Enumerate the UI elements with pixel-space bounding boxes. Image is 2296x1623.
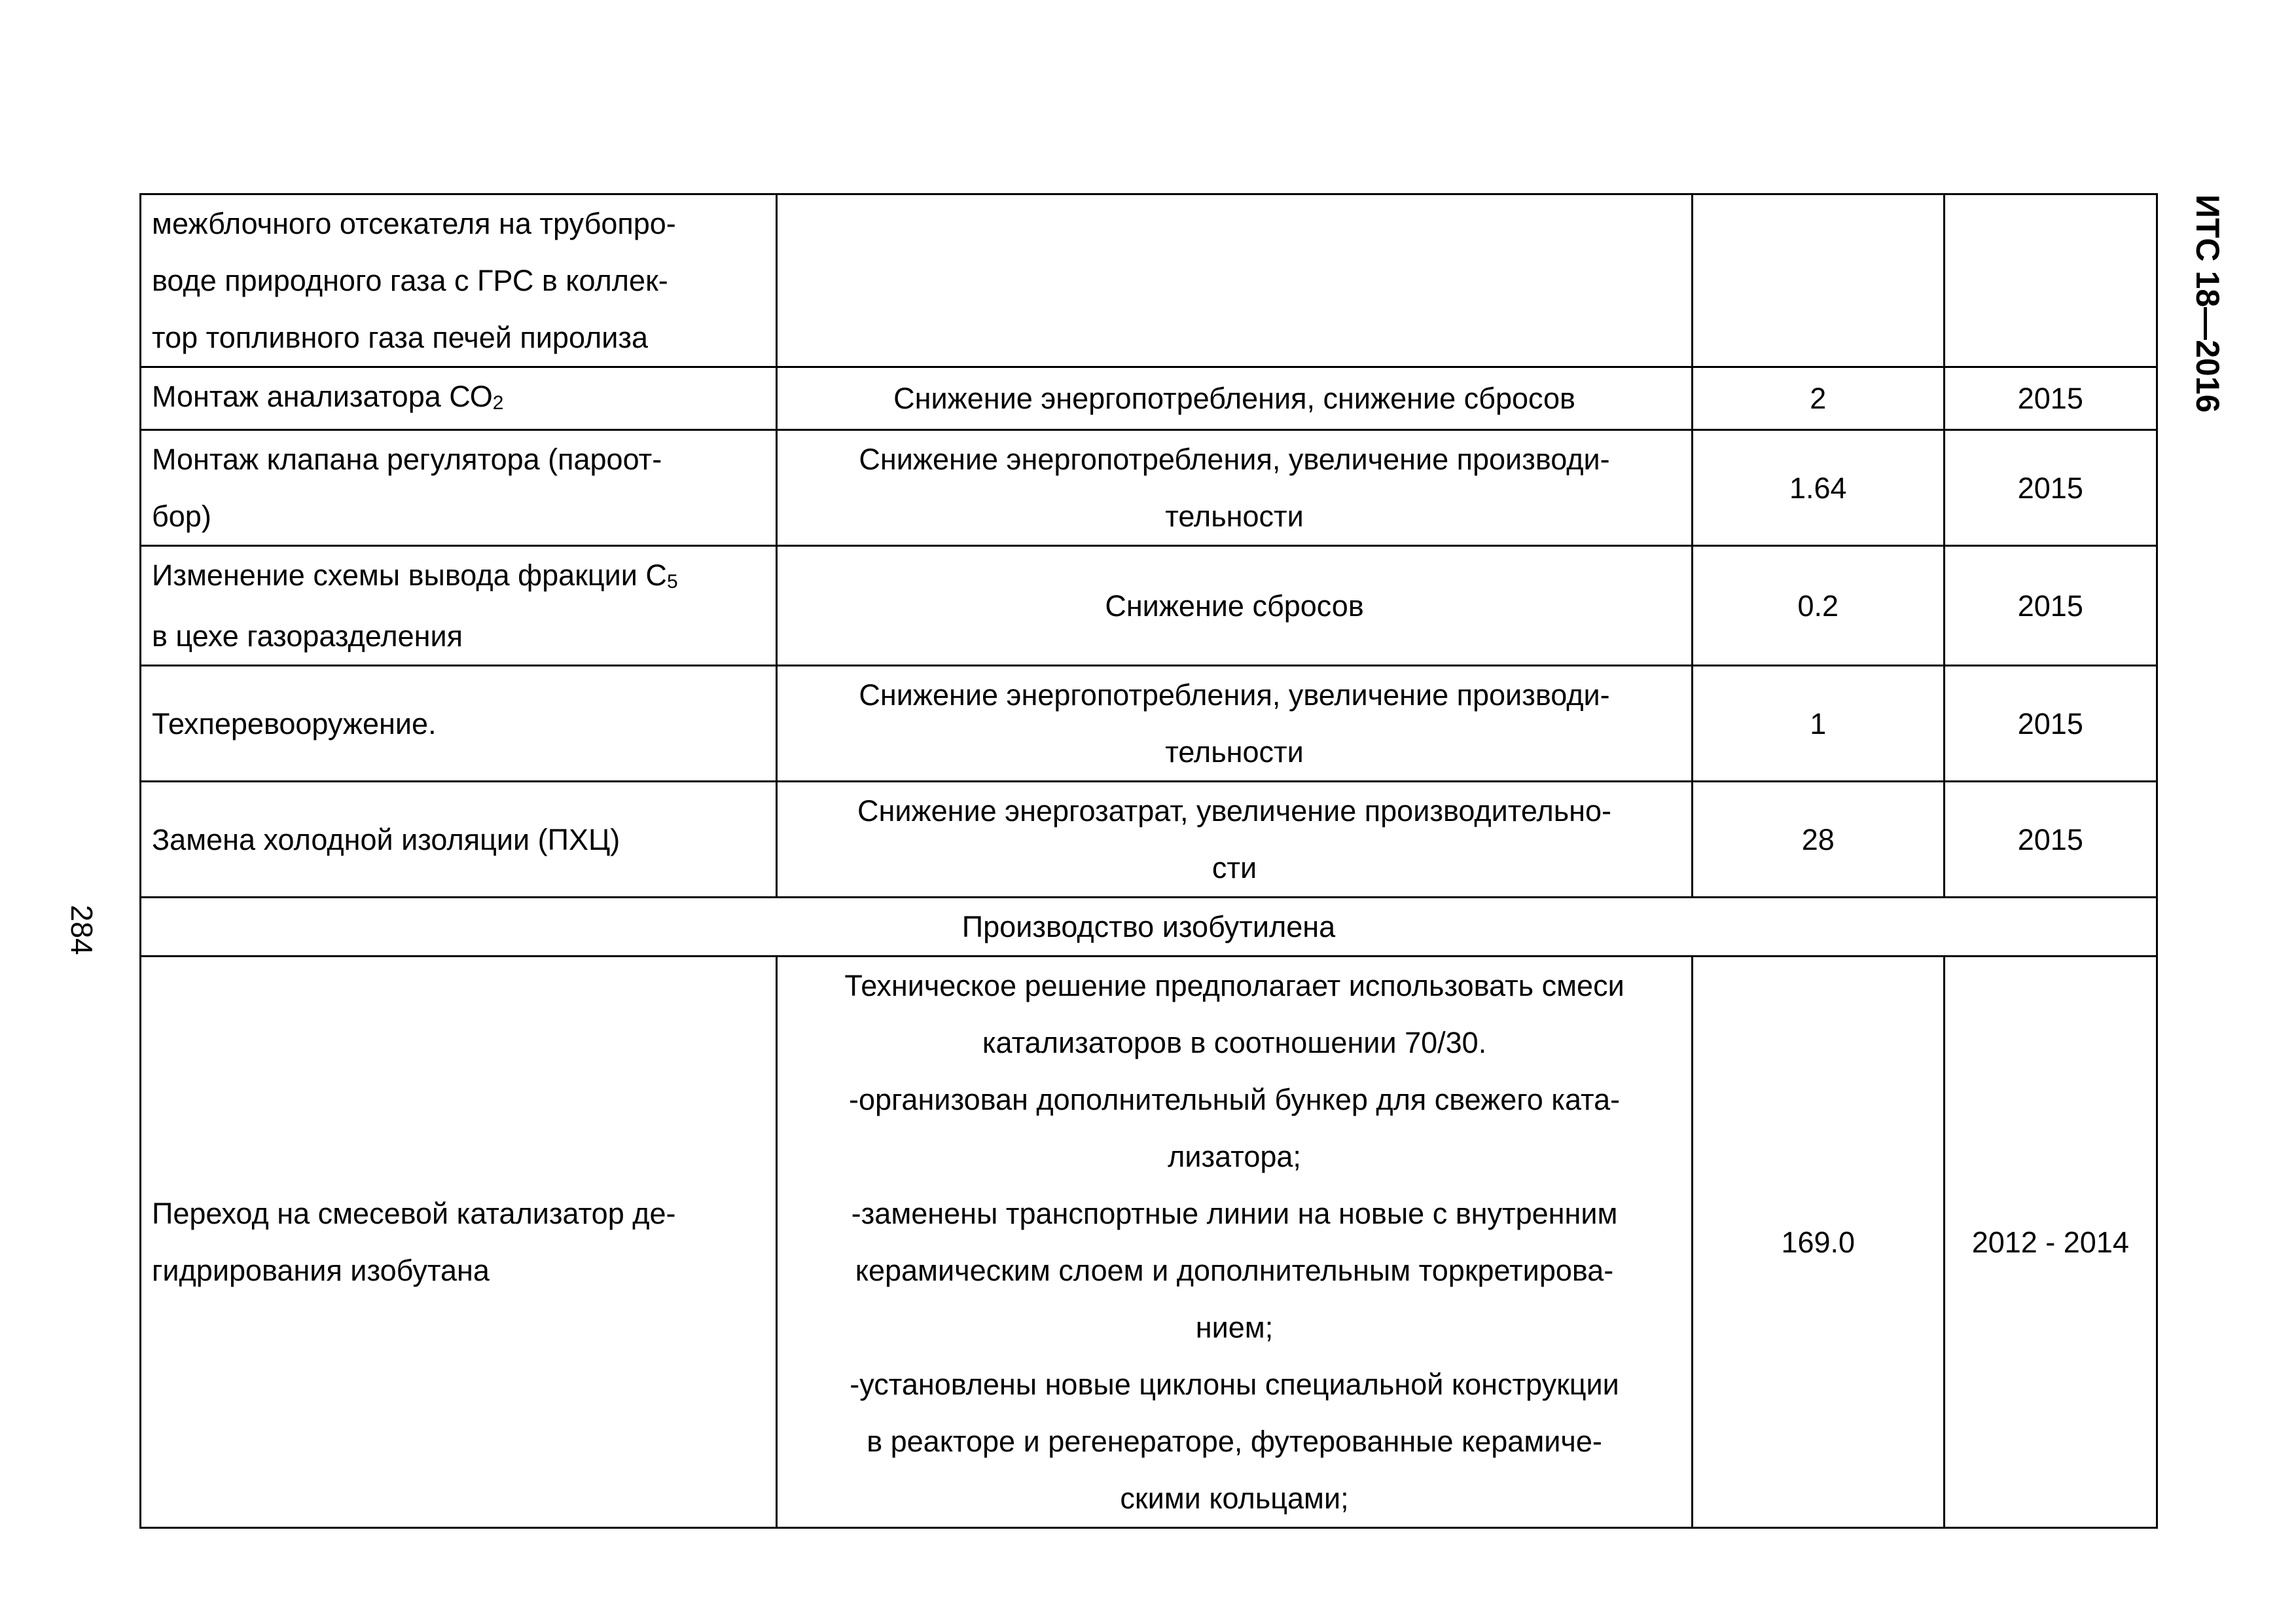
effect-line: скими кольцами; — [1120, 1482, 1349, 1515]
effect-line: Снижение энергопотребления, увеличение производи- — [859, 678, 1610, 712]
measure-text: Изменение схемы вывода фракции С — [152, 558, 667, 592]
value-cell: 1.64 — [1692, 430, 1944, 546]
table-row — [141, 430, 2157, 546]
measure-cell — [141, 430, 777, 546]
section-title: Производство изобутилена — [141, 898, 2157, 957]
page-number: 284 — [65, 905, 99, 955]
table-row — [141, 546, 2157, 666]
effect-line: сти — [1211, 851, 1257, 884]
measure-line: Монтаж клапана регулятора (пароот- — [152, 443, 662, 476]
effect-line: нием; — [1195, 1311, 1274, 1344]
measure-line — [152, 547, 765, 608]
effect-line: -организован дополнительный бункер для свежего ката- — [848, 1083, 1621, 1116]
value-cell: 2 — [1692, 367, 1944, 430]
effect-line: лизатора; — [1168, 1140, 1301, 1173]
effect-cell — [777, 430, 1693, 546]
effect-line: Снижение энергопотребления, увеличение производи- — [859, 443, 1610, 476]
table-row — [141, 367, 2157, 430]
year-cell: 2015 — [1944, 430, 2157, 546]
measure-cell: Техперевооружение. — [141, 666, 777, 782]
year-cell: 2015 — [1944, 782, 2157, 898]
effect-line: Техническое решение предполагает использовать смеси — [844, 969, 1624, 1002]
table-row — [141, 666, 2157, 782]
value-cell: 169.0 — [1692, 957, 1944, 1528]
effect-line: керамическим слоем и дополнительным торкретирова- — [855, 1254, 1614, 1287]
year-cell: 2012 - 2014 — [1944, 957, 2157, 1528]
effect-line: в реакторе и регенераторе, футерованные керамиче- — [867, 1425, 1602, 1458]
document-code-header: ИТС 18—2016 — [2189, 194, 2226, 413]
value-cell: 0.2 — [1692, 546, 1944, 666]
effect-cell: Снижение энергопотребления, снижение сбросов — [777, 367, 1693, 430]
year-cell: 2015 — [1944, 666, 2157, 782]
effect-line: тельности — [1165, 735, 1304, 769]
effect-cell — [777, 194, 1693, 367]
effect-line: тельности — [1165, 500, 1304, 533]
effect-line: -установлены новые циклоны специальной конструкции — [850, 1368, 1619, 1401]
measure-subscript: 2 — [492, 392, 504, 414]
measure-line: гидрирования изобутана — [152, 1254, 490, 1287]
effect-line: катализаторов в соотношении 70/30. — [982, 1026, 1487, 1059]
section-row — [141, 898, 2157, 957]
value-cell: 28 — [1692, 782, 1944, 898]
measure-cell: Замена холодной изоляции (ПХЦ) — [141, 782, 777, 898]
measure-line: в цехе газоразделения — [152, 619, 463, 653]
measure-subscript: 5 — [666, 571, 678, 593]
measure-cell — [141, 957, 777, 1528]
measure-cell — [141, 194, 777, 367]
effect-cell: Снижение сбросов — [777, 546, 1693, 666]
measure-text: Монтаж анализатора СО — [152, 380, 493, 413]
effect-cell — [777, 666, 1693, 782]
table-row — [141, 957, 2157, 1528]
effect-line: -заменены транспортные линии на новые с внутренним — [851, 1197, 1618, 1230]
year-cell: 2015 — [1944, 546, 2157, 666]
effect-cell — [777, 957, 1693, 1528]
measure-line: межблочного отсекателя на трубопро- — [152, 207, 676, 240]
measure-cell — [141, 546, 777, 666]
measure-line: тор топливного газа печей пиролиза — [152, 321, 649, 354]
measures-table — [139, 193, 2158, 1529]
value-cell — [1692, 194, 1944, 367]
effect-line: Снижение энергозатрат, увеличение производительно- — [857, 794, 1612, 828]
table-row — [141, 782, 2157, 898]
year-cell — [1944, 194, 2157, 367]
measure-line: воде природного газа с ГРС в коллек- — [152, 264, 668, 297]
value-cell: 1 — [1692, 666, 1944, 782]
measure-line: Переход на смесевой катализатор де- — [152, 1197, 676, 1230]
year-cell: 2015 — [1944, 367, 2157, 430]
measure-cell — [141, 367, 777, 430]
effect-cell — [777, 782, 1693, 898]
measure-line: бор) — [152, 500, 211, 533]
table-row — [141, 194, 2157, 367]
